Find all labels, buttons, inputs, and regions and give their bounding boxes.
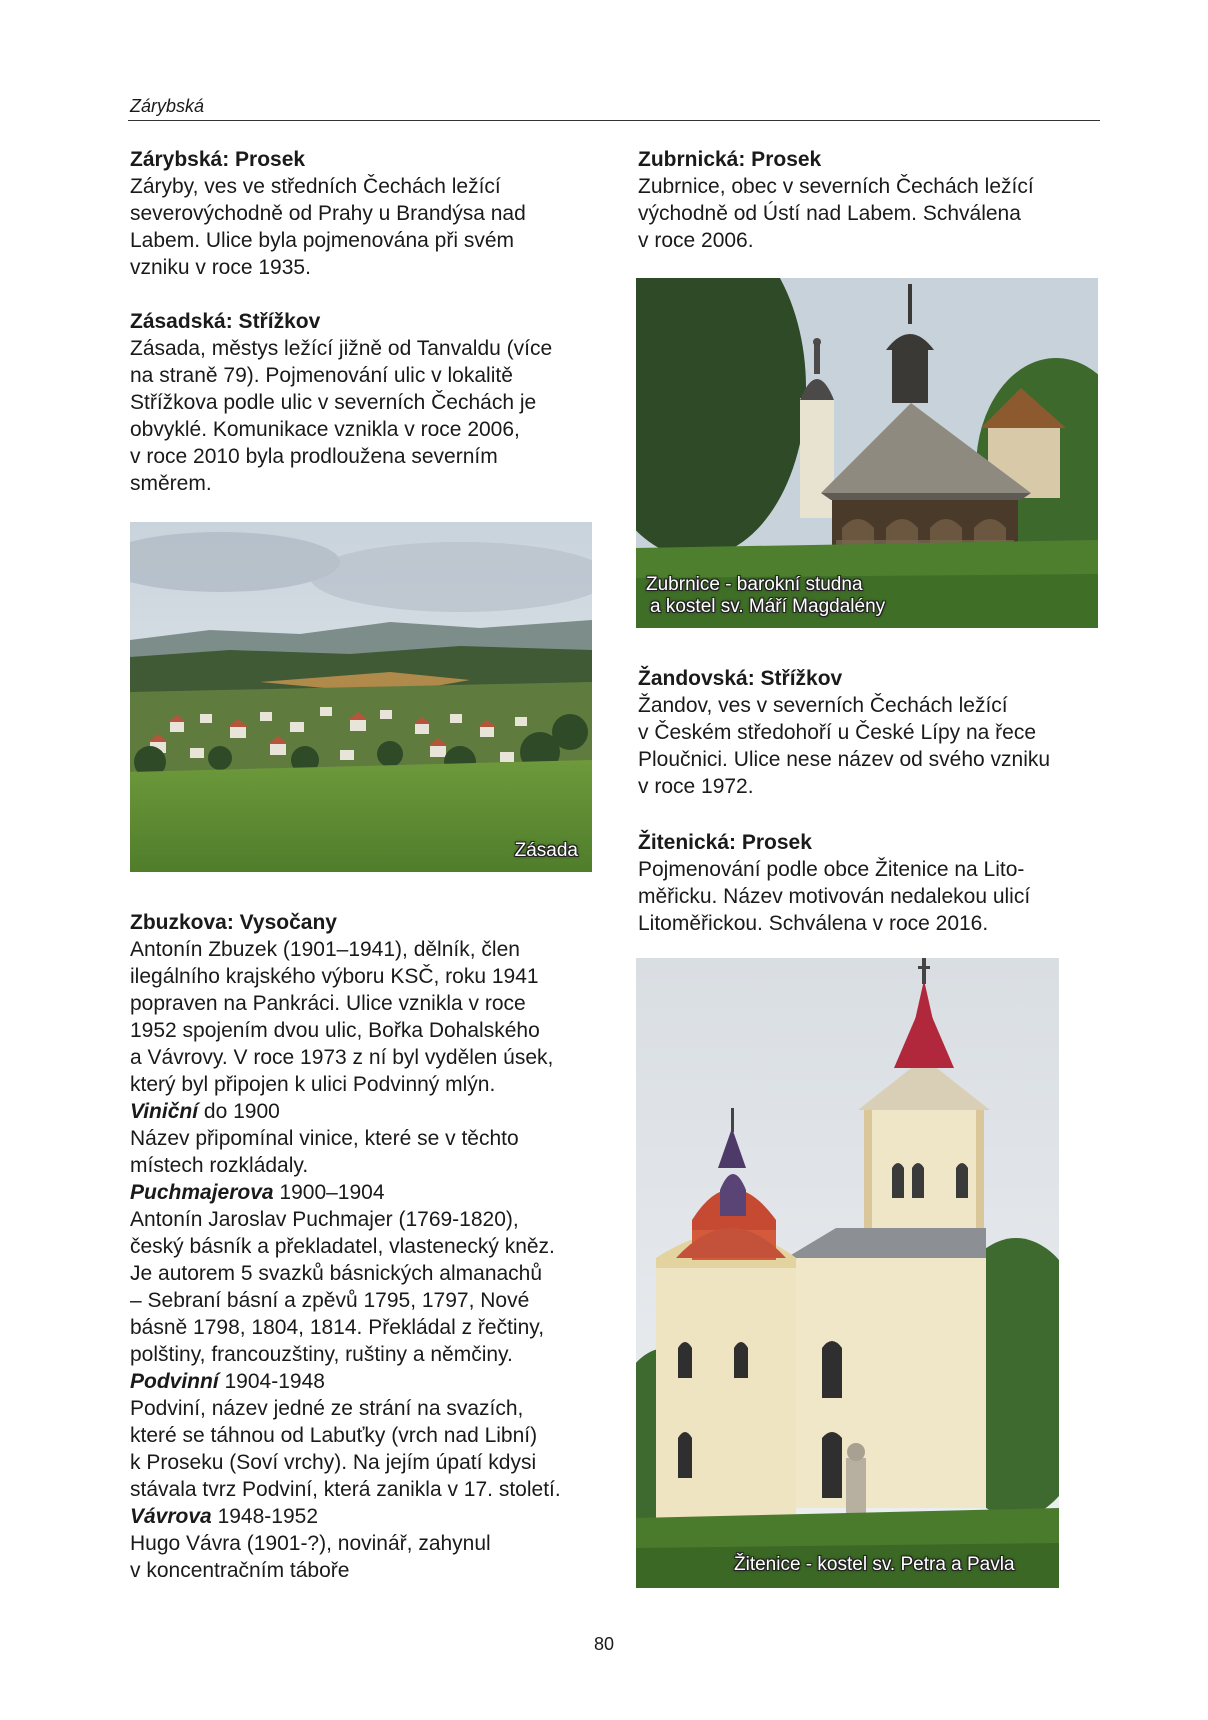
entry-line: ilegálního krajského výboru KSČ, roku 1941 (130, 965, 539, 988)
entry-title: Zbuzkova: Vysočany (130, 911, 337, 934)
former-street-name: Viniční (130, 1100, 199, 1123)
entry-line: básně 1798, 1804, 1814. Překládal z řečtiny, (130, 1316, 545, 1339)
running-head: Zárybská (130, 96, 205, 116)
former-street-name: Podvinní (130, 1370, 219, 1393)
header-rule (128, 120, 1100, 121)
entry-line: Labem. Ulice byla pojmenována při svém (130, 229, 515, 252)
entry-line: Hugo Vávra (1901-?), novinář, zahynul (130, 1532, 491, 1555)
entry-title: Zásadská: Střížkov (130, 310, 321, 333)
entry-title: Žandovská: Střížkov (638, 667, 843, 690)
history-name-line (130, 1098, 600, 1125)
entry-title: Zubrnická: Prosek (638, 148, 822, 171)
entry-line: 1952 spojením dvou ulic, Bořka Dohalského (130, 1019, 540, 1042)
entry-zasadska (130, 308, 600, 497)
entry-line: které se táhnou od Labuťky (vrch nad Libní) (130, 1424, 538, 1447)
former-name-years: 1948-1952 (211, 1505, 318, 1528)
entry-line: Záryby, ves ve středních Čechách ležící (130, 175, 501, 198)
page-number: 80 (593, 1634, 615, 1654)
entry-line: v roce 2010 byla prodloužena severním (130, 445, 498, 468)
entry-line: stávala tvrz Podviní, která zanikla v 17. století. (130, 1478, 561, 1501)
entry-line: v roce 2006. (638, 229, 754, 252)
entry-line: v Českém středohoří u České Lípy na řece (638, 721, 1037, 744)
entry-line: Žandov, ves v severních Čechách ležící (638, 694, 1008, 717)
entry-line: měřicku. Název motivován nedalekou ulicí (638, 885, 1031, 908)
entry-line: Zubrnice, obec v severních Čechách ležící (638, 175, 1034, 198)
entry-line: Název připomínal vinice, které se v těchto (130, 1127, 519, 1150)
entry-line: Litoměřickou. Schválena v roce 2016. (638, 912, 989, 935)
history-name-line (130, 1179, 600, 1206)
entry-line: na straně 79). Pojmenování ulic v lokalitě (130, 364, 513, 387)
photo-caption-line: Zubrnice - barokní studna (646, 574, 863, 595)
entry-line: vzniku v roce 1935. (130, 256, 311, 279)
entry-line: český básník a překladatel, vlastenecký kněz. (130, 1235, 555, 1258)
entry-title: Žitenická: Prosek (638, 831, 812, 854)
entry-title: Zárybská: Prosek (130, 148, 306, 171)
entry-line: popraven na Pankráci. Ulice vznikla v roce (130, 992, 526, 1015)
entry-line: Antonín Zbuzek (1901–1941), dělník, člen (130, 938, 520, 961)
entry-line: Antonín Jaroslav Puchmajer (1769-1820), (130, 1208, 519, 1231)
photo-zubrnice (636, 278, 1098, 628)
entry-line: v roce 1972. (638, 775, 754, 798)
entry-line: místech rozkládaly. (130, 1154, 309, 1177)
entry-line: Pojmenování podle obce Žitenice na Lito- (638, 858, 1025, 881)
photo-caption-line: a kostel sv. Máří Magdalény (650, 596, 886, 617)
former-name-years: 1904-1948 (218, 1370, 325, 1393)
entry-zandovska (638, 665, 1108, 800)
former-street-name: Puchmajerova (130, 1181, 274, 1204)
photo-zitenice (636, 958, 1059, 1588)
entry-line: k Proseku (Soví vrchy). Na jejím úpatí kdysi (130, 1451, 537, 1474)
entry-line: který byl připojen k ulici Podvinný mlýn. (130, 1073, 496, 1096)
entry-line: Je autorem 5 svazků básnických almanachů (130, 1262, 543, 1285)
entry-line: Podviní, název jedné ze strání na svazích, (130, 1397, 524, 1420)
former-name-years: do 1900 (198, 1100, 280, 1123)
photo-zasada (130, 522, 592, 872)
entry-zbuzkova (130, 909, 600, 1584)
photo-caption: Zásada (514, 840, 578, 861)
entry-line: – Sebraní básní a zpěvů 1795, 1797, Nové (130, 1289, 530, 1312)
photo-caption: Žitenice - kostel sv. Petra a Pavla (734, 1554, 1015, 1575)
history-name-line (130, 1368, 600, 1395)
entry-line: Střížkova podle ulic v severních Čechách je (130, 391, 537, 414)
former-street-name: Vávrova (130, 1505, 212, 1528)
entry-line: Ploučnici. Ulice nese název od svého vzniku (638, 748, 1051, 771)
history-name-line (130, 1503, 600, 1530)
entry-line: v koncentračním táboře (130, 1559, 350, 1582)
entry-line: polštiny, francouzštiny, ruštiny a němčiny. (130, 1343, 513, 1366)
entry-line: severovýchodně od Prahy u Brandýsa nad (130, 202, 526, 225)
entry-line: a Vávrovy. V roce 1973 z ní byl vydělen úsek, (130, 1046, 554, 1069)
entry-line: obvyklé. Komunikace vznikla v roce 2006, (130, 418, 520, 441)
entry-zubrnicka (638, 146, 1108, 254)
entry-zitenicka (638, 829, 1108, 937)
entry-zarybska (130, 146, 600, 281)
entry-line: východně od Ústí nad Labem. Schválena (638, 202, 1021, 225)
former-name-years: 1900–1904 (273, 1181, 385, 1204)
entry-line: směrem. (130, 472, 212, 495)
entry-line: Zásada, městys ležící jižně od Tanvaldu (více (130, 337, 553, 360)
